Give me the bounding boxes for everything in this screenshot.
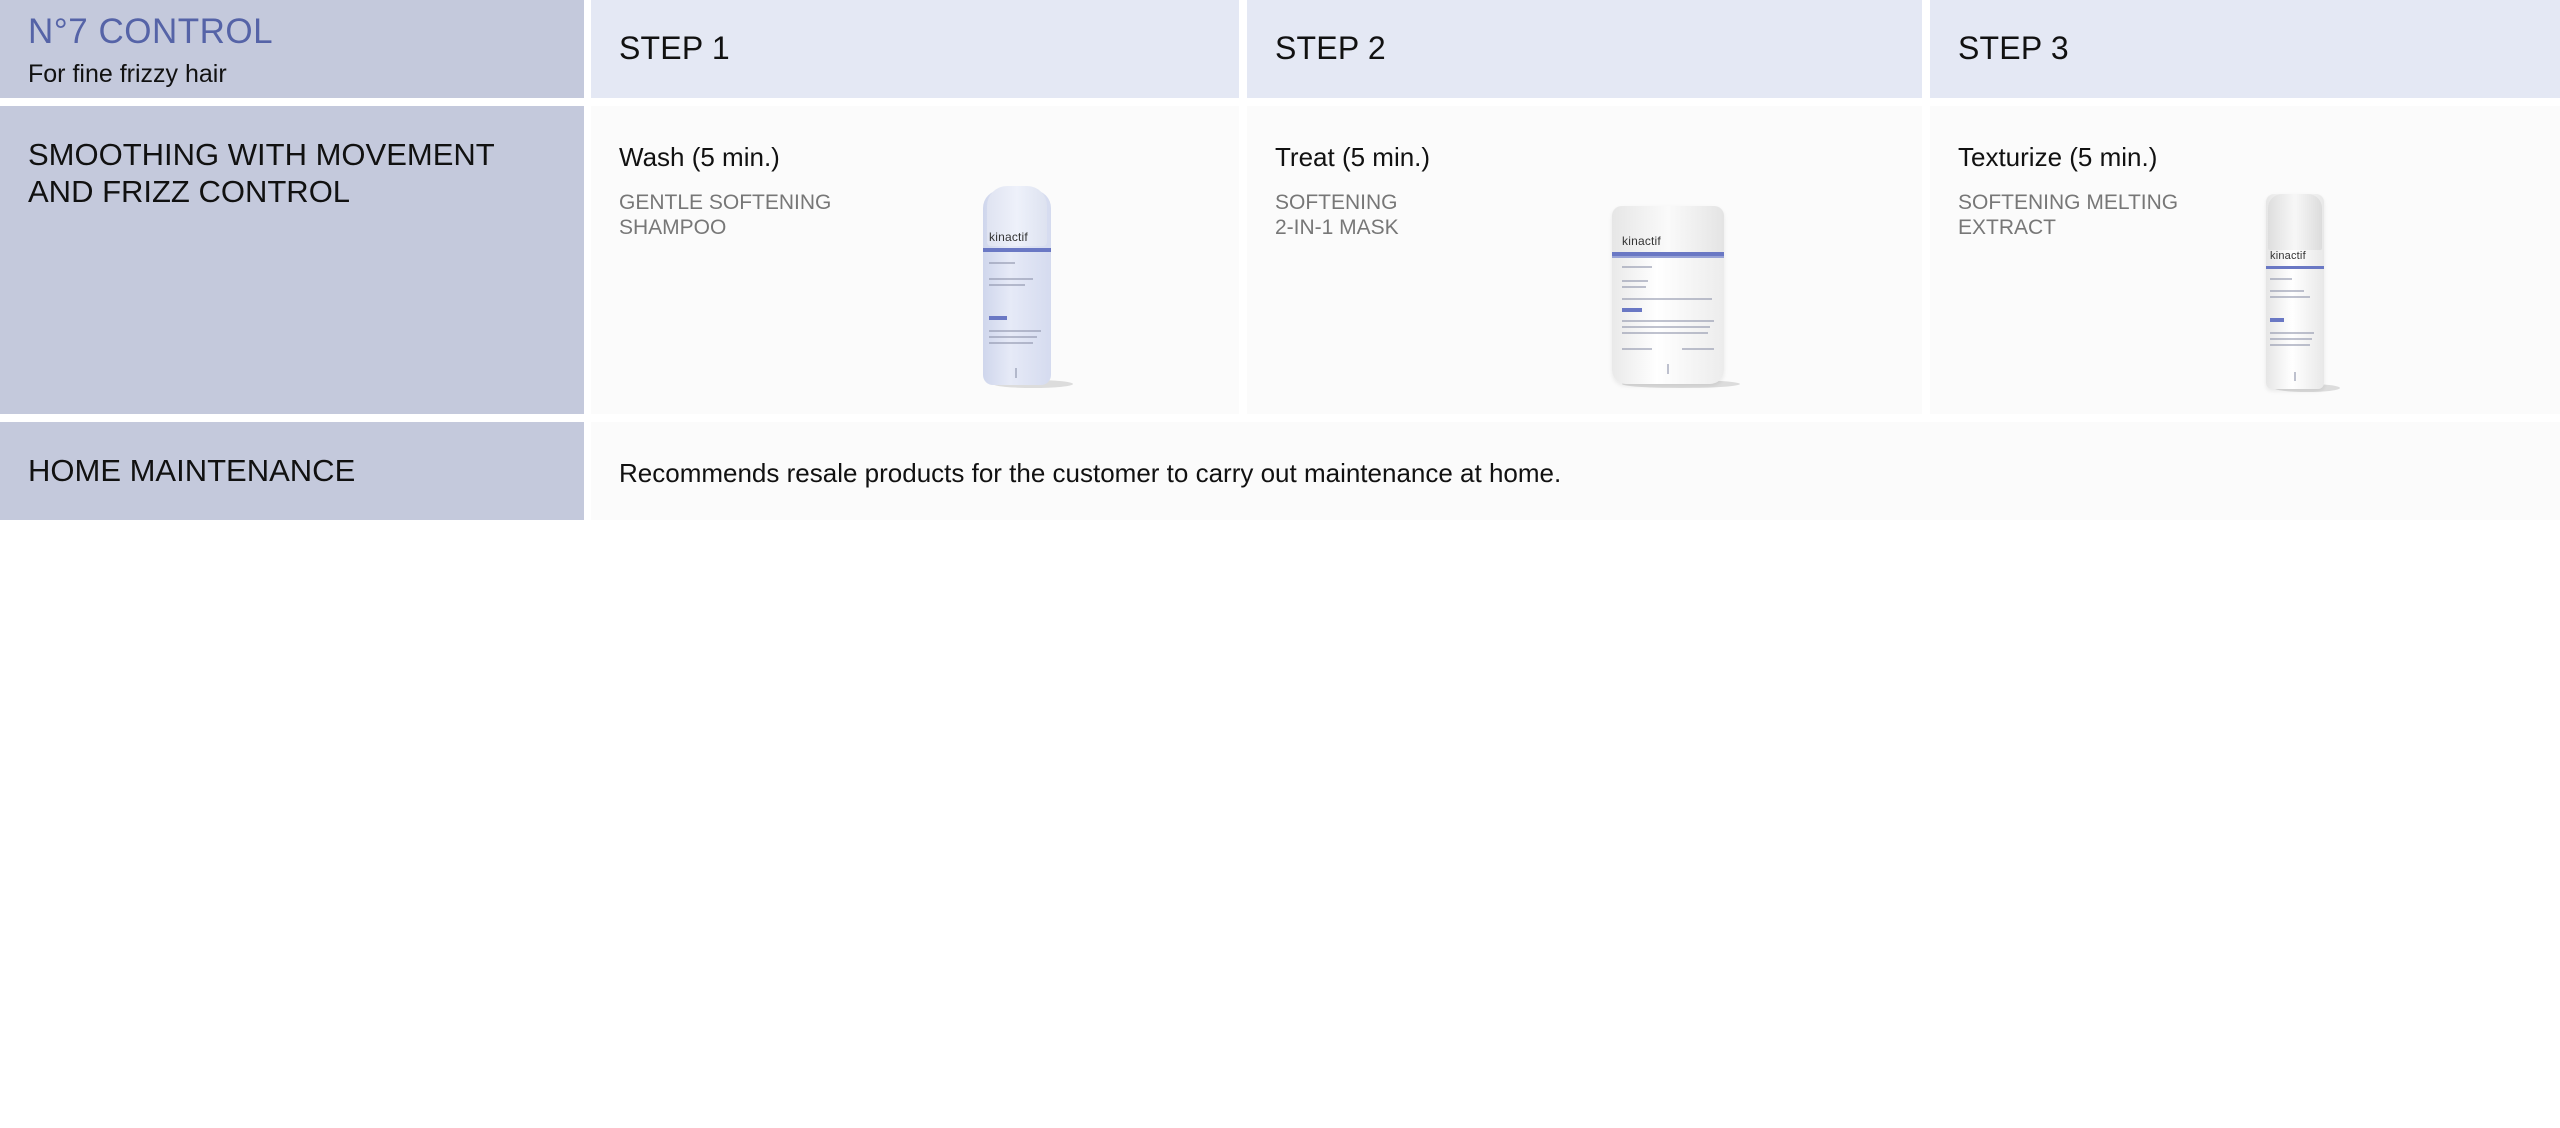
- step-2-header: [1247, 0, 1922, 98]
- melting-extract-pump-image: [2266, 194, 2336, 404]
- step-3-cell: [1930, 106, 2560, 414]
- step-2-cell: [1247, 106, 1922, 414]
- product-brand-logo: kinactif: [989, 230, 1028, 244]
- step-3-header: [1930, 0, 2560, 98]
- step-1-action: Wash (5 min.): [619, 142, 780, 172]
- step-3-label: STEP 3: [1958, 30, 2069, 66]
- treatment-row-label: SMOOTHING WITH MOVEMENT AND FRIZZ CONTROL: [28, 137, 495, 209]
- brand-cell: [0, 0, 584, 98]
- maintenance-row-label-cell: [0, 422, 584, 520]
- product-brand-logo: kinactif: [1622, 234, 1661, 248]
- step-1-cell: [591, 106, 1239, 414]
- step-1-product-name: GENTLE SOFTENING SHAMPOO: [619, 191, 832, 239]
- step-2-product-name: SOFTENING 2-IN-1 MASK: [1275, 191, 1399, 239]
- brand-title: N°7 CONTROL: [28, 12, 274, 51]
- mask-jar-image: [1612, 206, 1737, 396]
- treatment-row-label-cell: [0, 106, 584, 414]
- shampoo-bottle-image: [983, 190, 1063, 400]
- step-3-action: Texturize (5 min.): [1958, 142, 2158, 172]
- maintenance-text-cell: [591, 422, 2560, 520]
- step-3-product-name: SOFTENING MELTING EXTRACT: [1958, 191, 2179, 239]
- maintenance-row-label: HOME MAINTENANCE: [28, 453, 356, 488]
- brand-subtitle: For fine frizzy hair: [28, 60, 227, 88]
- step-2-action: Treat (5 min.): [1275, 142, 1431, 172]
- step-2-label: STEP 2: [1275, 30, 1386, 66]
- maintenance-text: Recommends resale products for the customer to carry out maintenance at home.: [619, 458, 1562, 488]
- product-brand-logo: kinactif: [2270, 250, 2306, 262]
- step-1-header: [591, 0, 1239, 98]
- step-1-label: STEP 1: [619, 30, 730, 66]
